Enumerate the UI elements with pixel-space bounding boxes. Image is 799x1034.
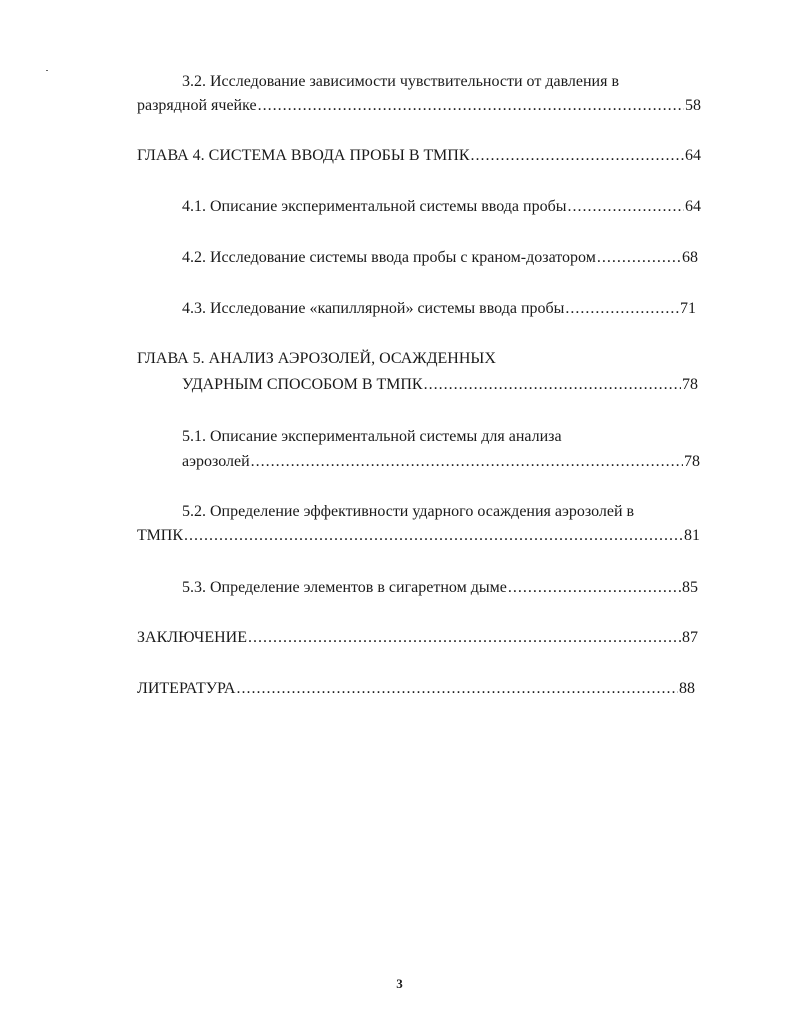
toc-3-2-line1: 3.2. Исследование зависимости чувствительности от давления в [182,73,620,90]
dot-leader [424,375,681,395]
dot-leader [236,679,678,699]
toc-4-2-page: 68 [682,249,698,266]
toc-entry-4-3[interactable] [182,299,696,319]
toc-4-2-title: 4.2. Исследование системы ввода пробы с краном-дозатором [182,249,596,266]
dot-leader [258,96,684,116]
toc-5-2-page: 81 [684,527,700,544]
toc-entry-chapter-4[interactable] [137,146,701,166]
toc-4-1-page: 64 [685,198,701,215]
dot-leader [248,628,681,648]
toc-entry-conclusion[interactable] [137,628,698,648]
toc-entry-literature[interactable] [137,679,695,699]
toc-4-3-page: 71 [680,300,696,317]
toc-literature-title: ЛИТЕРАТУРА [137,680,236,697]
toc-5-1-page: 78 [684,453,700,470]
dot-leader [567,197,684,217]
toc-5-2-line1: 5.2. Определение эффективности ударного осаждения аэрозолей в [182,503,635,520]
toc-4-1-title: 4.1. Описание экспериментальной системы ввода пробы [182,198,567,215]
toc-entry-5-1[interactable] [182,452,700,472]
toc-chapter-5-page: 78 [682,376,698,393]
toc-5-1-line2: аэрозолей [182,453,250,470]
toc-entry-5-3[interactable] [182,578,698,598]
toc-5-1-line1: 5.1. Описание экспериментальной системы для анализа [182,428,562,445]
toc-entry-4-1[interactable] [182,197,701,217]
dot-leader [184,526,683,546]
page-number: 3 [396,976,403,991]
toc-chapter-5-line2: УДАРНЫМ СПОСОБОМ В ТМПК [182,376,423,393]
toc-5-3-title: 5.3. Определение элементов в сигаретном дыме [182,579,507,596]
toc-entry-chapter-5[interactable] [182,375,698,395]
toc-entry-3-2[interactable] [137,96,701,116]
dot-leader [471,146,685,166]
toc-conclusion-title: ЗАКЛЮЧЕНИЕ [137,629,247,646]
toc-5-3-page: 85 [682,579,698,596]
toc-chapter-4-page: 64 [685,147,701,164]
dot-leader [508,578,681,598]
toc-entry-5-2[interactable] [137,526,700,546]
toc-chapter-4-title: ГЛАВА 4. СИСТЕМА ВВОДА ПРОБЫ В ТМПК [137,147,470,164]
toc-entry-4-2[interactable] [182,248,698,268]
toc-literature-page: 88 [679,680,695,697]
toc-4-3-title: 4.3. Исследование «капиллярной» системы ввода пробы [182,300,565,317]
dot-leader [597,248,681,268]
toc-3-2-line2: разрядной ячейке [137,97,257,114]
dot-leader [565,299,679,319]
toc-chapter-5-line1: ГЛАВА 5. АНАЛИЗ АЭРОЗОЛЕЙ, ОСАЖДЕННЫХ [137,350,496,367]
scan-speck [46,70,48,71]
toc-3-2-page: 58 [685,97,701,114]
toc-5-2-line2: ТМПК [137,527,184,544]
dot-leader [251,452,683,472]
toc-conclusion-page: 87 [682,629,698,646]
